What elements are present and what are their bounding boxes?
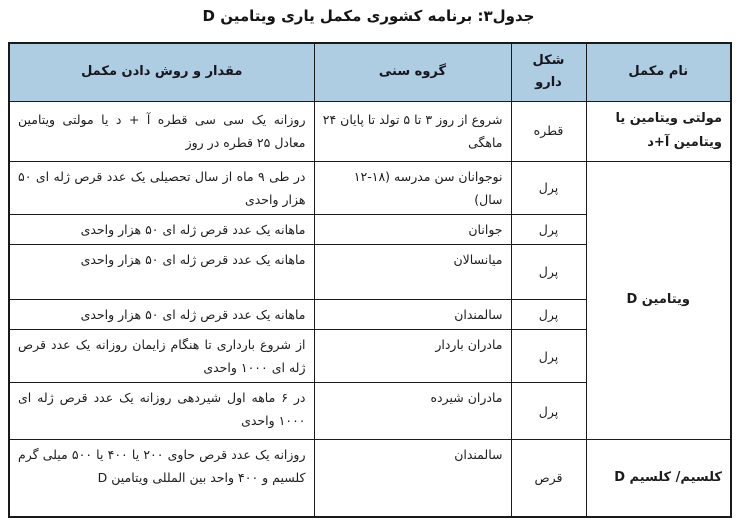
dose-cell: از شروع بارداری تا هنگام زایمان روزانه یک عدد قرص ژله ای ۱۰۰۰ واحدی — [9, 330, 314, 383]
table-row — [9, 101, 731, 161]
vitamin-d-program-table — [8, 42, 732, 518]
age-group-cell: نوجوانان سن مدرسه (۱۸-۱۲ سال) — [314, 161, 511, 214]
drug-form-cell: پرل — [511, 330, 586, 383]
dose-cell: در طی ۹ ماه از سال تحصیلی یک عدد قرص ژله ای ۵۰ هزار واحدی — [9, 161, 314, 214]
dose-cell: ماهانه یک عدد قرص ژله ای ۵۰ هزار واحدی — [9, 299, 314, 329]
drug-form-cell: پرل — [511, 161, 586, 214]
table-row — [9, 161, 731, 214]
header-row — [9, 43, 731, 101]
age-group-cell: سالمندان — [314, 299, 511, 329]
age-group-cell: مادران شیرده — [314, 383, 511, 440]
drug-form-cell: پرل — [511, 383, 586, 440]
drug-form-cell: پرل — [511, 244, 586, 299]
header-dose-method: مقدار و روش دادن مکمل — [9, 43, 314, 101]
supplement-name-cell: کلسیم/ کلسیم D — [586, 440, 731, 517]
age-group-cell: مادران باردار — [314, 330, 511, 383]
table-title: جدول۳: برنامه کشوری مکمل یاری ویتامین D — [202, 7, 535, 25]
table-row — [9, 440, 731, 517]
drug-form-cell: قرص — [511, 440, 586, 517]
dose-cell: روزانه یک سی سی قطره آ + د یا مولتی ویتامین معادل ۲۵ قطره در روز — [9, 101, 314, 161]
age-group-cell: جوانان — [314, 214, 511, 244]
dose-cell: ماهانه یک عدد قرص ژله ای ۵۰ هزار واحدی — [9, 214, 314, 244]
drug-form-cell: پرل — [511, 214, 586, 244]
dose-cell: در ۶ ماهه اول شیردهی روزانه یک عدد قرص ژله ای ۱۰۰۰ واحدی — [9, 383, 314, 440]
drug-form-cell: قطره — [511, 101, 586, 161]
dose-cell: ماهانه یک عدد قرص ژله ای ۵۰ هزار واحدی — [9, 244, 314, 299]
header-drug-form: شکل دارو — [511, 43, 586, 101]
drug-form-cell: پرل — [511, 299, 586, 329]
age-group-cell: میانسالان — [314, 244, 511, 299]
supplement-name-cell: مولتی ویتامین یا ویتامین آ+د — [586, 101, 731, 161]
header-supplement-name: نام مکمل — [586, 43, 731, 101]
header-age-group: گروه سنی — [314, 43, 511, 101]
age-group-cell: سالمندان — [314, 440, 511, 517]
dose-cell: روزانه یک عدد قرص حاوی ۲۰۰ یا ۴۰۰ یا ۵۰۰ میلی گرم کلسیم و ۴۰۰ واحد بین المللی ویتامین D — [9, 440, 314, 517]
supplement-name-cell: ویتامین D — [586, 161, 731, 440]
age-group-cell: شروع از روز ۳ تا ۵ تولد تا پایان ۲۴ ماهگی — [314, 101, 511, 161]
